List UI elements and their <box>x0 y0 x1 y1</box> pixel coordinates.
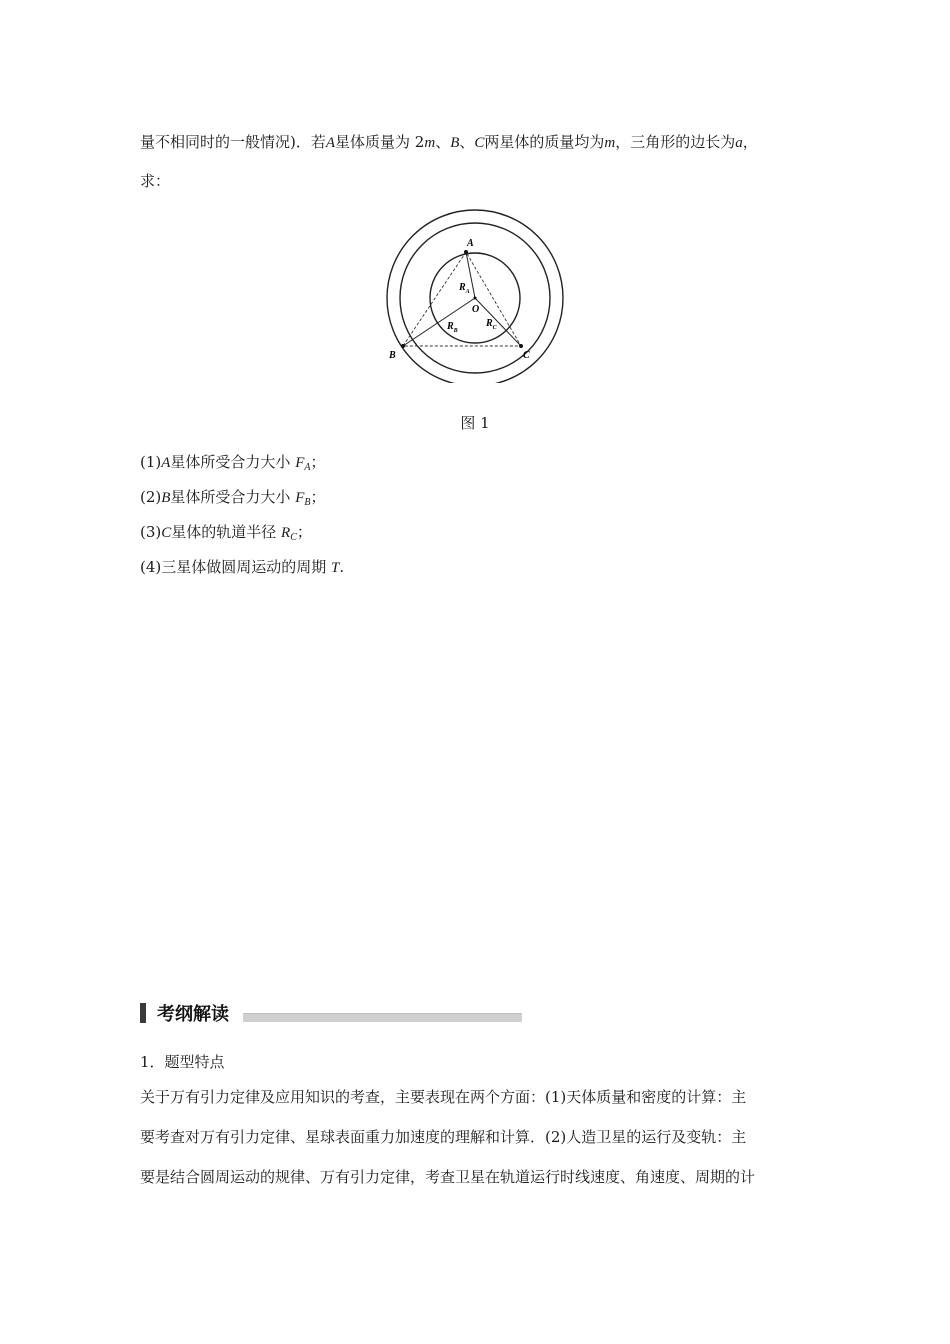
section-rule <box>243 1013 522 1022</box>
var-m: m <box>604 135 616 151</box>
intro-text: 两星体的质量均为 <box>484 133 605 151</box>
triangle-dashed <box>403 252 521 346</box>
var-a: a <box>735 135 743 151</box>
section-bar-marker <box>140 1003 146 1023</box>
intro-line-2: 求： <box>140 172 171 190</box>
intro-text: 、 <box>435 133 451 151</box>
label-O: O <box>472 304 480 315</box>
question-3: (3)C星体的轨道半径 $R_C$； <box>140 523 312 543</box>
intro-text: 、 <box>459 133 475 151</box>
star-c-dot <box>519 344 523 348</box>
section-title: 考纲解读 <box>157 1004 229 1025</box>
intro-text: ，三角形的边长为 <box>615 133 736 151</box>
intro-text: 量不相同时的一般情况)．若 <box>140 133 326 151</box>
paragraph-line-1: 关于万有引力定律及应用知识的考查，主要表现在两个方面：(1)天体质量和密度的计算：主 <box>140 1088 747 1106</box>
figure-caption: 图 1 <box>460 414 490 432</box>
var-B: B <box>450 135 460 151</box>
star-b-dot <box>401 344 405 348</box>
item-1-heading: 1．题型特点 <box>140 1053 225 1071</box>
intro-text: ， <box>742 133 758 151</box>
radius-c-line <box>475 298 521 346</box>
var-A: A <box>325 135 336 151</box>
var-C: C <box>474 135 485 151</box>
center-dot <box>474 297 477 300</box>
label-C: C <box>523 350 530 361</box>
intro-line-1 <box>140 131 758 152</box>
paragraph-line-2: 要考查对万有引力定律、星球表面重力加速度的理解和计算．(2)人造卫星的运行及变轨：主 <box>140 1128 747 1146</box>
label-RA: $R_A$ <box>459 282 470 295</box>
question-4: (4)三星体做圆周运动的周期 T. <box>140 558 345 576</box>
radius-b-line <box>403 298 475 346</box>
section-header <box>140 1000 522 1026</box>
intro-text: 星体质量为 2 <box>335 133 425 151</box>
paragraph-line-3: 要是结合圆周运动的规律、万有引力定律，考查卫星在轨道运行时线速度、角速度、周期的计 <box>140 1168 756 1186</box>
label-B: B <box>389 350 396 361</box>
var-m: m <box>424 135 436 151</box>
three-star-orbit-diagram <box>385 208 565 383</box>
label-RB: $R_B$ <box>447 321 458 334</box>
question-1: (1)A星体所受合力大小 $F_A$； <box>140 453 326 473</box>
question-2: (2)B星体所受合力大小 $F_B$； <box>140 488 326 508</box>
label-RC: $R_C$ <box>486 318 497 331</box>
label-A: A <box>467 238 474 249</box>
star-a-dot <box>464 250 468 254</box>
